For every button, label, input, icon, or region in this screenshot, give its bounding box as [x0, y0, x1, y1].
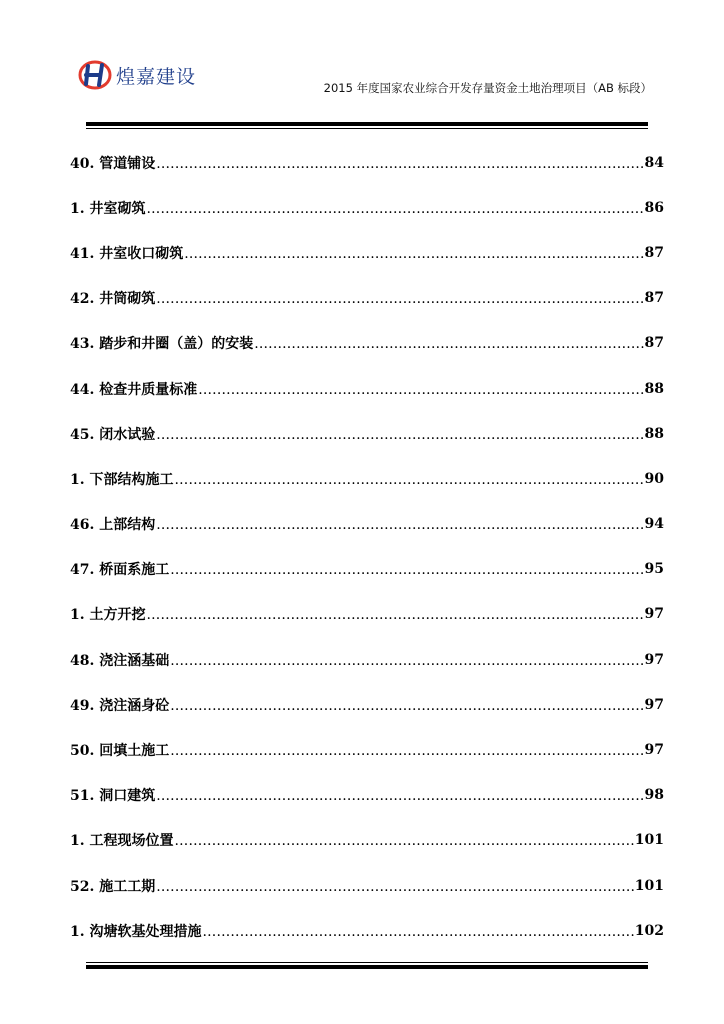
toc-entry-page: 101 [634, 832, 664, 849]
toc-entry-title: 46. 上部结构 [70, 517, 156, 534]
company-logo [78, 60, 196, 90]
toc-entry-page: 95 [644, 561, 664, 578]
toc-leader [147, 608, 644, 622]
table-of-contents [70, 140, 664, 953]
toc-entry[interactable] [70, 366, 664, 411]
project-title: 2015 年度国家农业综合开发存量资金土地治理项目（AB 标段） [323, 81, 652, 95]
toc-entry[interactable] [70, 863, 664, 908]
toc-entry-page: 97 [644, 742, 664, 759]
toc-entry-title: 50. 回填土施工 [70, 743, 170, 760]
toc-entry-title: 52. 施工工期 [70, 878, 156, 895]
toc-leader [156, 880, 634, 894]
toc-entry[interactable] [70, 682, 664, 727]
toc-entry-page: 88 [644, 425, 664, 442]
toc-entry-page: 98 [644, 787, 664, 804]
toc-entry-title: 44. 检查井质量标准 [70, 381, 198, 398]
toc-leader [156, 157, 643, 171]
toc-entry[interactable] [70, 637, 664, 682]
toc-entry-page: 97 [644, 606, 664, 623]
toc-entry-title: 43. 踏步和井圈（盖）的安装 [70, 336, 254, 353]
toc-entry[interactable] [70, 456, 664, 501]
toc-entry-page: 84 [644, 154, 664, 171]
toc-leader [170, 654, 643, 668]
toc-leader [254, 337, 643, 351]
toc-entry-page: 87 [644, 335, 664, 352]
toc-entry[interactable] [70, 818, 664, 863]
toc-entry[interactable] [70, 411, 664, 456]
page-header [0, 0, 724, 130]
toc-entry-title: 1. 沟塘软基处理措施 [70, 923, 202, 940]
toc-entry-page: 94 [644, 516, 664, 533]
toc-leader [156, 428, 643, 442]
toc-entry[interactable] [70, 727, 664, 772]
toc-entry-title: 1. 工程现场位置 [70, 833, 174, 850]
toc-entry-page: 102 [634, 922, 664, 939]
toc-entry[interactable] [70, 276, 664, 321]
toc-entry-title: 1. 土方开挖 [70, 607, 146, 624]
toc-entry[interactable] [70, 230, 664, 275]
toc-entry-page: 88 [644, 380, 664, 397]
header-rule-thin [86, 128, 648, 129]
toc-leader [156, 292, 643, 306]
toc-entry-title: 1. 井室砌筑 [70, 200, 146, 217]
toc-leader [198, 383, 643, 397]
toc-entry[interactable] [70, 592, 664, 637]
footer-rule-thin [86, 962, 648, 963]
toc-entry-page: 97 [644, 651, 664, 668]
toc-entry-page: 101 [634, 877, 664, 894]
toc-entry[interactable] [70, 773, 664, 818]
toc-leader [175, 473, 644, 487]
toc-entry-title: 47. 桥面系施工 [70, 562, 170, 579]
toc-leader [170, 699, 643, 713]
footer-rule-thick [86, 965, 648, 969]
toc-leader [203, 925, 634, 939]
toc-entry-page: 87 [644, 290, 664, 307]
toc-entry-title: 51. 洞口建筑 [70, 788, 156, 805]
toc-entry[interactable] [70, 908, 664, 953]
toc-entry-title: 1. 下部结构施工 [70, 471, 174, 488]
toc-entry-title: 45. 闭水试验 [70, 426, 156, 443]
company-name: 煌嘉建设 [116, 65, 197, 88]
toc-entry[interactable] [70, 140, 664, 185]
toc-leader [170, 563, 643, 577]
hj-logo-icon [78, 60, 112, 90]
toc-leader [147, 202, 644, 216]
toc-entry-page: 86 [644, 199, 664, 216]
toc-entry-title: 48. 浇注涵基础 [70, 652, 170, 669]
toc-entry[interactable] [70, 547, 664, 592]
toc-entry-title: 40. 管道铺设 [70, 155, 156, 172]
toc-entry-page: 90 [644, 470, 664, 487]
toc-leader [156, 789, 643, 803]
toc-leader [184, 247, 643, 261]
toc-entry[interactable] [70, 502, 664, 547]
toc-leader [156, 518, 643, 532]
header-rule-thick [86, 122, 648, 126]
toc-entry-title: 49. 浇注涵身砼 [70, 697, 170, 714]
toc-entry-page: 87 [644, 244, 664, 261]
toc-leader [175, 834, 634, 848]
toc-entry-title: 42. 井筒砌筑 [70, 291, 156, 308]
toc-entry-page: 97 [644, 696, 664, 713]
toc-entry[interactable] [70, 321, 664, 366]
toc-entry[interactable] [70, 185, 664, 230]
toc-entry-title: 41. 井室收口砌筑 [70, 245, 184, 262]
toc-leader [170, 744, 643, 758]
